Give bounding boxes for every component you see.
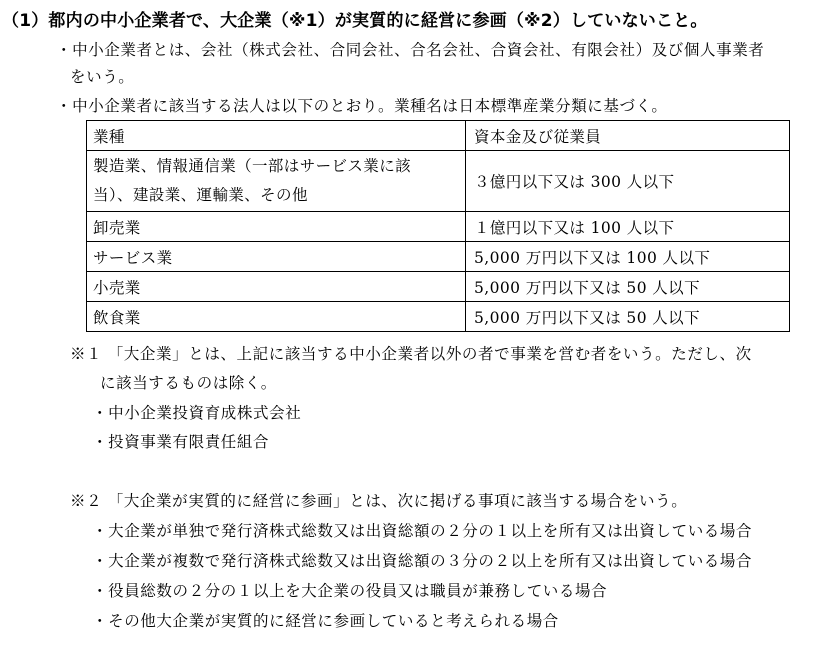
industry-cell — [87, 151, 466, 212]
corporation-note: ・中小企業者に該当する法人は以下のとおり。業種名は日本標準産業分類に基づく。 — [56, 97, 668, 115]
industry-cell: サービス業 — [87, 242, 466, 272]
limit-cell: １億円以下又は 100 人以下 — [466, 212, 790, 242]
note2-item: ・大企業が単独で発行済株式総数又は出資総額の２分の１以上を所有又は出資している場合 — [92, 522, 753, 540]
note1-item: ・投資事業有限責任組合 — [92, 433, 270, 451]
table-row — [87, 272, 790, 302]
limit-cell: 5,000 万円以下又は 50 人以下 — [466, 272, 790, 302]
table-row — [87, 212, 790, 242]
industry-cell-line-1: 製造業、情報通信業（一部はサービス業に該 — [93, 157, 412, 175]
note1-line-2: に該当するものは除く。 — [100, 374, 277, 392]
table-row — [87, 302, 790, 332]
industry-cell-line-2: 当）、建設業、運輸業、その他 — [93, 186, 308, 204]
note2-item: ・その他大企業が実質的に経営に参画していると考えられる場合 — [92, 612, 559, 630]
limit-cell: 5,000 万円以下又は 50 人以下 — [466, 302, 790, 332]
sme-criteria-table — [86, 120, 790, 332]
table-row — [87, 151, 790, 212]
note2-item: ・役員総数の２分の１以上を大企業の役員又は職員が兼務している場合 — [92, 582, 608, 600]
note2-item: ・大企業が複数で発行済株式総数又は出資総額の３分の２以上を所有又は出資している場合 — [92, 552, 753, 570]
definition-line-2: をいう。 — [70, 68, 135, 86]
industry-cell: 小売業 — [87, 272, 466, 302]
definition-line-1: ・中小企業者とは、会社（株式会社、合同会社、合名会社、合資会社、有限会社）及び個人事業者 — [56, 41, 765, 59]
industry-cell: 飲食業 — [87, 302, 466, 332]
table-header-row — [87, 121, 790, 151]
table-row — [87, 242, 790, 272]
note1-item: ・中小企業投資育成株式会社 — [92, 404, 302, 422]
industry-cell: 卸売業 — [87, 212, 466, 242]
limit-cell: 5,000 万円以下又は 100 人以下 — [466, 242, 790, 272]
header-industry: 業種 — [87, 121, 466, 151]
section-heading: （1）都内の中小企業者で、大企業（※1）が実質的に経営に参画（※2）していないこと。 — [2, 11, 708, 31]
note2-line-1: ※２ 「大企業が実質的に経営に参画」とは、次に掲げる事項に該当する場合をいう。 — [70, 492, 688, 510]
limit-cell: ３億円以下又は 300 人以下 — [466, 151, 790, 212]
header-capital-employees: 資本金及び従業員 — [466, 121, 790, 151]
note1-line-1: ※１ 「大企業」とは、上記に該当する中小企業者以外の者で事業を営む者をいう。ただし、次 — [70, 345, 752, 363]
